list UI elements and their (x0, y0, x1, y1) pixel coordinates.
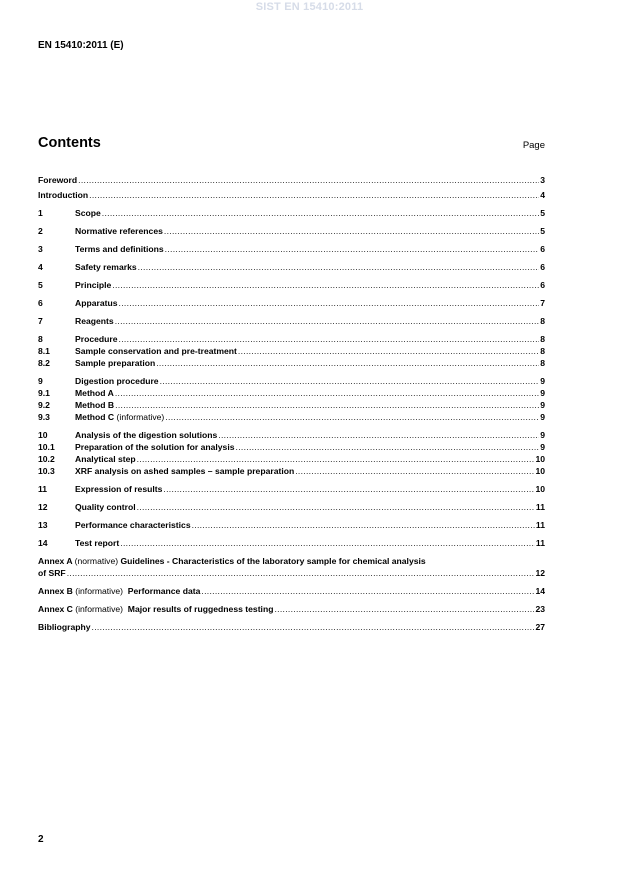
annex-title: Major results of ruggedness testing (127, 604, 274, 614)
leader-dots (137, 501, 535, 513)
toc-entry[interactable] (38, 483, 545, 495)
toc-page: 6 (540, 244, 545, 254)
annex-title: Guidelines - Characteristics of the laboratory sample for chemical analysis (120, 556, 426, 566)
leader-dots (120, 537, 535, 549)
toc-page: 11 (535, 520, 545, 530)
toc-entry[interactable] (38, 207, 545, 219)
toc-number: 11 (38, 484, 48, 494)
toc-entry-introduction[interactable] (38, 189, 545, 201)
leader-dots (119, 333, 540, 345)
toc-title: Sample preparation (75, 358, 156, 368)
toc-entry[interactable] (38, 225, 545, 237)
leader-dots (238, 345, 539, 357)
toc-title: Quality control (75, 502, 136, 512)
leader-dots (165, 243, 540, 255)
toc-entry-foreword[interactable] (38, 174, 545, 186)
leader-dots (236, 441, 540, 453)
toc-page: 8 (540, 346, 545, 356)
toc-page: 10 (535, 484, 545, 494)
leader-dots (115, 315, 540, 327)
toc-entry[interactable] (38, 375, 545, 387)
toc-number: 3 (38, 244, 43, 254)
toc-title: Performance characteristics (75, 520, 191, 530)
leader-dots (112, 279, 539, 291)
annex-type: (normative) (74, 556, 119, 566)
toc-page: 7 (540, 298, 545, 308)
leader-dots (67, 567, 535, 579)
toc-entry[interactable] (38, 297, 545, 309)
toc-entry[interactable] (38, 441, 545, 453)
toc-entry[interactable] (38, 519, 545, 531)
toc-number: 9.3 (38, 412, 50, 422)
toc-title: Digestion procedure (75, 376, 159, 386)
toc-title: Method B (75, 400, 115, 410)
toc-page: 27 (535, 622, 545, 632)
toc-title: XRF analysis on ashed samples – sample preparation (75, 466, 295, 476)
toc-entry-annex-b[interactable] (38, 585, 545, 597)
toc-entry[interactable] (38, 465, 545, 477)
leader-dots (156, 357, 539, 369)
toc-number: 7 (38, 316, 43, 326)
toc-entry[interactable] (38, 411, 545, 423)
toc-title: Safety remarks (75, 262, 137, 272)
toc-title: Method A (75, 388, 114, 398)
toc-entry[interactable] (38, 387, 545, 399)
toc-title: Expression of results (75, 484, 163, 494)
toc-page: 6 (540, 262, 545, 272)
leader-dots (138, 261, 540, 273)
toc-page: 9 (540, 430, 545, 440)
toc-title: Apparatus (75, 298, 118, 308)
toc-number: 4 (38, 262, 43, 272)
leader-dots (137, 453, 535, 465)
toc-title: Bibliography (38, 622, 91, 632)
toc-title: Analysis of the digestion solutions (75, 430, 218, 440)
toc-number: 10.2 (38, 454, 55, 464)
table-of-contents (38, 174, 545, 633)
toc-title: Test report (75, 538, 120, 548)
toc-title (38, 585, 200, 597)
toc-number: 10.3 (38, 466, 55, 476)
toc-title: Procedure (75, 334, 118, 344)
toc-number: 2 (38, 226, 43, 236)
toc-number: 9.1 (38, 388, 50, 398)
toc-title-text: Method C (75, 412, 115, 422)
annex-label: Annex A (38, 556, 73, 566)
toc-entry[interactable] (38, 261, 545, 273)
leader-dots (218, 429, 539, 441)
toc-page: 9 (540, 442, 545, 452)
leader-dots (92, 621, 535, 633)
toc-page: 4 (540, 190, 545, 200)
toc-entry[interactable] (38, 501, 545, 513)
toc-page: 23 (535, 604, 545, 614)
toc-entry[interactable] (38, 357, 545, 369)
toc-title: Preparation of the solution for analysis (75, 442, 235, 452)
leader-dots (165, 411, 539, 423)
toc-number: 9 (38, 376, 43, 386)
toc-entry-annex-c[interactable] (38, 603, 545, 615)
page-column-label: Page (522, 140, 545, 151)
toc-entry[interactable] (38, 279, 545, 291)
toc-number: 12 (38, 502, 48, 512)
toc-number: 9.2 (38, 400, 50, 410)
toc-entry[interactable] (38, 345, 545, 357)
toc-page: 12 (535, 568, 545, 578)
leader-dots (295, 465, 534, 477)
toc-number: 10 (38, 430, 48, 440)
toc-page: 3 (540, 175, 545, 185)
toc-number: 14 (38, 538, 48, 548)
toc-title: Reagents (75, 316, 114, 326)
toc-page: 9 (540, 412, 545, 422)
leader-dots (163, 483, 534, 495)
leader-dots (201, 585, 534, 597)
toc-page: 11 (535, 538, 545, 548)
toc-entry-annex-a-cont[interactable] (38, 567, 545, 579)
toc-title (75, 411, 164, 423)
toc-page: 8 (540, 316, 545, 326)
leader-dots (192, 519, 535, 531)
leader-dots (102, 207, 539, 219)
toc-entry[interactable] (38, 537, 545, 549)
toc-number: 8 (38, 334, 43, 344)
toc-entry[interactable] (38, 243, 545, 255)
watermark: SIST EN 15410:2011 (255, 1, 364, 13)
toc-entry-bibliography[interactable] (38, 621, 545, 633)
toc-page: 11 (535, 502, 545, 512)
toc-title-note: (informative) (116, 412, 165, 422)
toc-title: Introduction (38, 190, 89, 200)
annex-title-cont: of SRF (38, 568, 66, 578)
toc-number: 6 (38, 298, 43, 308)
leader-dots (274, 603, 534, 615)
toc-page: 5 (540, 226, 545, 236)
annex-type: (informative) (75, 586, 124, 596)
page-number: 2 (38, 834, 44, 845)
toc-title: Scope (75, 208, 101, 218)
toc-page: 10 (535, 454, 545, 464)
toc-number: 5 (38, 280, 43, 290)
toc-entry[interactable] (38, 453, 545, 465)
toc-number: 8.1 (38, 346, 50, 356)
toc-page: 9 (540, 400, 545, 410)
toc-number: 8.2 (38, 358, 50, 368)
toc-entry[interactable] (38, 399, 545, 411)
toc-number: 10.1 (38, 442, 55, 452)
toc-title: Sample conservation and pre-treatment (75, 346, 237, 356)
leader-dots (89, 189, 539, 201)
toc-page: 14 (535, 586, 545, 596)
toc-page: 8 (540, 358, 545, 368)
annex-type: (informative) (75, 604, 124, 614)
leader-dots (115, 399, 539, 411)
toc-title: Foreword (38, 175, 78, 185)
toc-number: 13 (38, 520, 48, 530)
toc-page: 10 (535, 466, 545, 476)
leader-dots (119, 297, 540, 309)
toc-page: 9 (540, 376, 545, 386)
toc-page: 5 (540, 208, 545, 218)
toc-title: Terms and definitions (75, 244, 164, 254)
toc-page: 6 (540, 280, 545, 290)
page-title: Contents (38, 135, 101, 151)
standard-id: EN 15410:2011 (E) (38, 40, 124, 51)
toc-entry[interactable] (38, 315, 545, 327)
toc-page: 9 (540, 388, 545, 398)
toc-number: 1 (38, 208, 43, 218)
leader-dots (164, 225, 539, 237)
annex-label: Annex B (38, 586, 73, 596)
toc-entry[interactable] (38, 333, 545, 345)
toc-entry-annex-a[interactable] (38, 555, 545, 567)
annex-label: Annex C (38, 604, 73, 614)
annex-title: Performance data (127, 586, 201, 596)
toc-page: 8 (540, 334, 545, 344)
toc-entry[interactable] (38, 429, 545, 441)
leader-dots (78, 174, 539, 186)
toc-title (38, 603, 273, 615)
toc-title: Principle (75, 280, 112, 290)
toc-title: Analytical step (75, 454, 136, 464)
leader-dots (115, 387, 539, 399)
leader-dots (160, 375, 540, 387)
toc-title: Normative references (75, 226, 163, 236)
